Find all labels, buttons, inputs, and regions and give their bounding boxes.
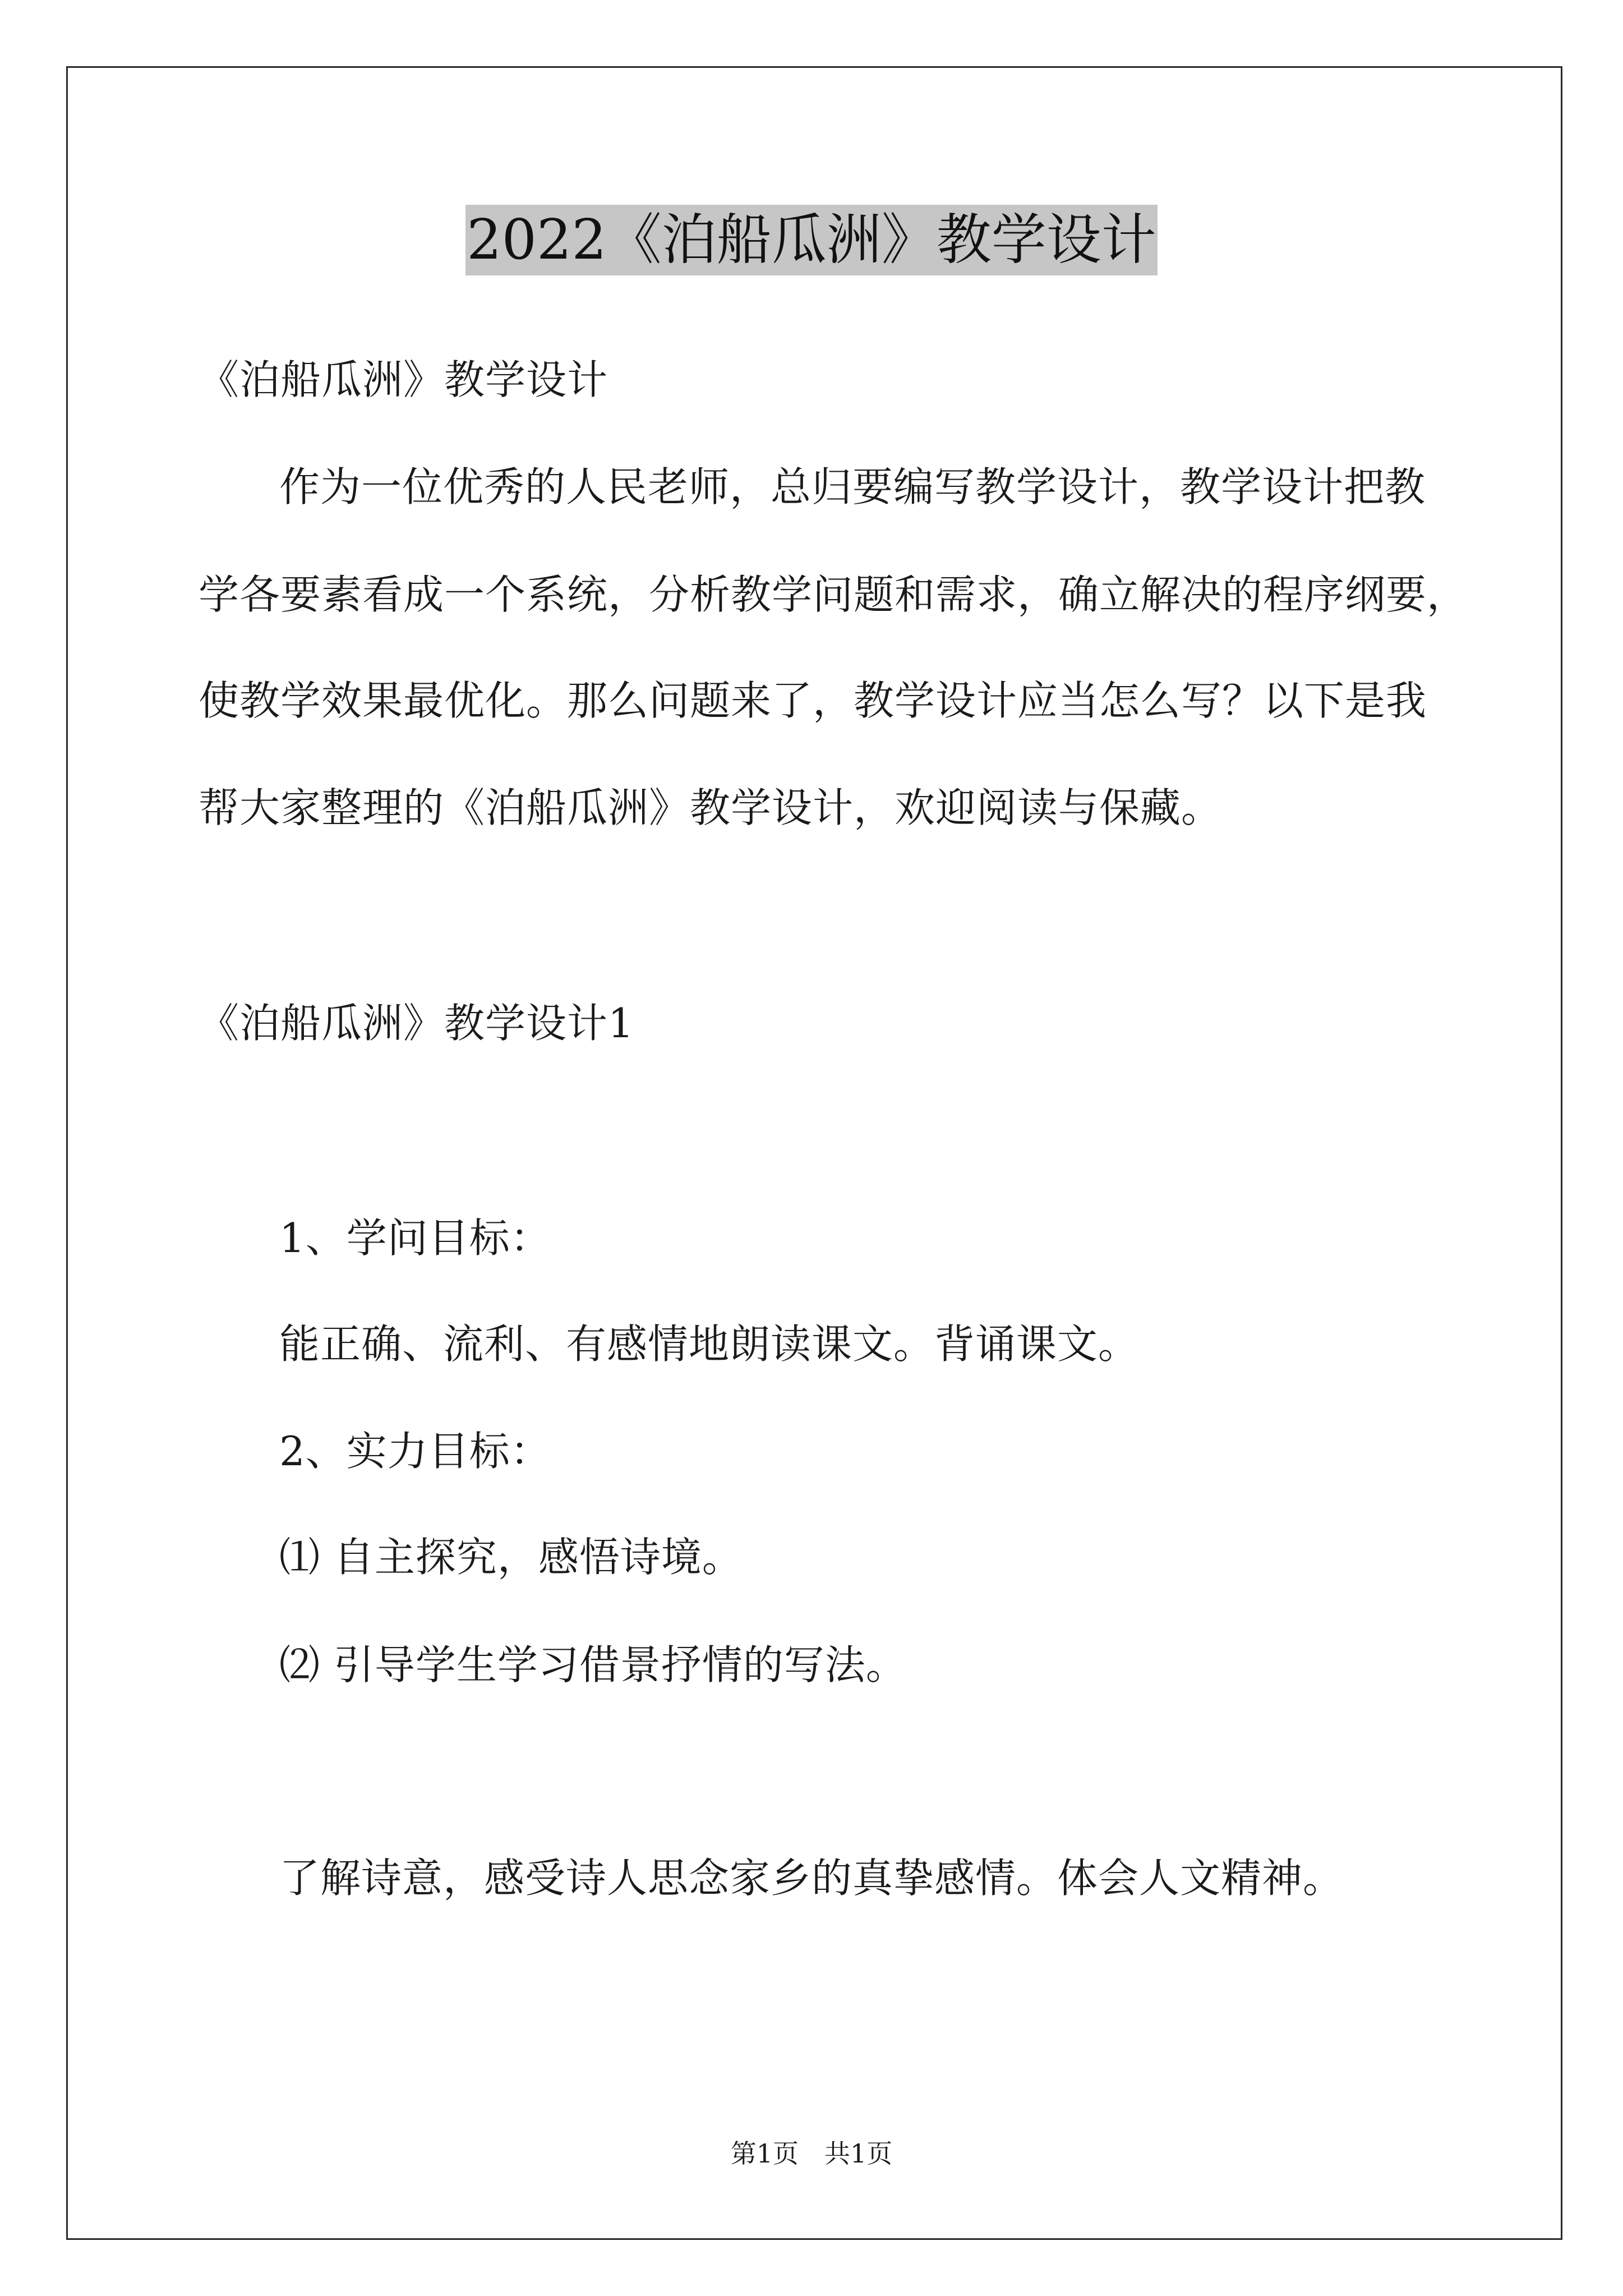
objective-item: ⑴ 自主探究，感悟诗境。 <box>279 1534 743 1581</box>
intro-line: 帮大家整理的《泊船瓜洲》教学设计，欢迎阅读与保藏。 <box>199 784 1223 831</box>
objective-item: ⑵ 引导学生学习借景抒情的写法。 <box>279 1641 907 1688</box>
section-heading: 《泊船瓜洲》教学设计1 <box>199 1000 634 1047</box>
title-container <box>0 205 1623 275</box>
objective-heading-knowledge: 1、学问目标： <box>279 1214 551 1262</box>
page-number: 第1页 共1页 <box>730 2138 893 2169</box>
intro-line: 使教学效果最优化。那么问题来了，教学设计应当怎么写？以下是我 <box>199 677 1427 724</box>
intro-line: 作为一位优秀的人民老师，总归要编写教学设计，教学设计把教 <box>279 463 1426 510</box>
objective-item: 了解诗意，感受诗人思念家乡的真挚感情。体会人文精神。 <box>279 1855 1344 1902</box>
objective-item: 能正确、流利、有感情地朗读课文。背诵课文。 <box>279 1320 1140 1368</box>
document-subtitle: 《泊船瓜洲》教学设计 <box>199 356 608 403</box>
intro-line: 学各要素看成一个系统，分析教学问题和需求，确立解决的程序纲要， <box>199 571 1468 618</box>
objective-heading-ability: 2、实力目标： <box>279 1428 551 1475</box>
document-title: 2022《泊船瓜洲》教学设计 <box>465 205 1157 275</box>
